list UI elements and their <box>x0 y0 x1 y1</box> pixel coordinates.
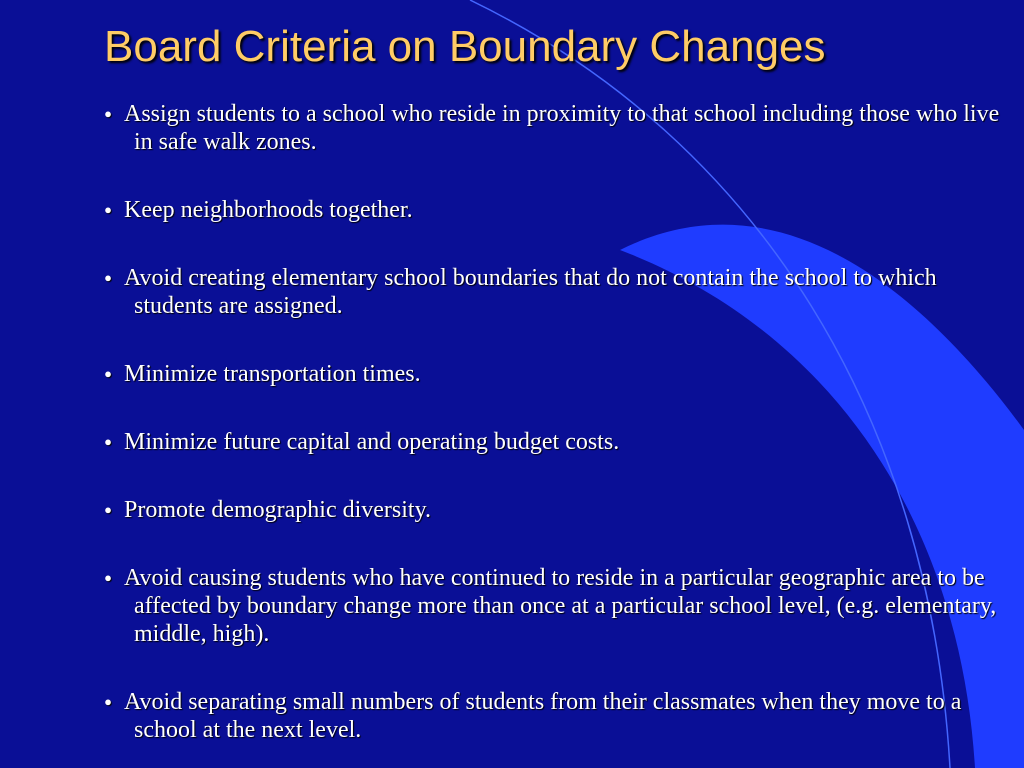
bullet-dot-icon: ● <box>104 366 112 381</box>
bullet-item <box>96 688 1004 744</box>
slide-title: Board Criteria on Boundary Changes <box>104 22 826 71</box>
bullet-text: Promote demographic diversity. <box>124 497 432 523</box>
bullet-dot-icon: ● <box>104 202 112 217</box>
bullet-item <box>96 496 1004 524</box>
bullet-item <box>96 100 1004 156</box>
bullet-item <box>96 360 1004 388</box>
bullet-dot-icon: ● <box>104 270 112 285</box>
bullet-dot-icon: ● <box>104 106 112 121</box>
bullet-text: Minimize future capital and operating budget costs. <box>124 429 620 455</box>
bullet-item <box>96 564 1004 648</box>
bullet-dot-icon: ● <box>104 502 112 517</box>
bullet-text: Avoid causing students who have continued to reside in a particular geographic area to be affected by boundary change more than once at a particular school level, (e.g. elementary, middle, high). <box>124 565 997 647</box>
bullet-dot-icon: ● <box>104 434 112 449</box>
bullet-text: Avoid separating small numbers of students from their classmates when they move to a school at the next level. <box>124 689 962 743</box>
bullet-text: Keep neighborhoods together. <box>124 197 413 223</box>
bullet-text: Minimize transportation times. <box>124 361 421 387</box>
bullet-item <box>96 196 1004 224</box>
bullet-text: Avoid creating elementary school boundaries that do not contain the school to which students are assigned. <box>124 265 937 319</box>
bullet-text: Assign students to a school who reside in proximity to that school including those who live in safe walk zones. <box>124 101 1000 155</box>
bullet-dot-icon: ● <box>104 694 112 709</box>
bullet-item <box>96 428 1004 456</box>
bullet-item <box>96 264 1004 320</box>
bullet-dot-icon: ● <box>104 570 112 585</box>
